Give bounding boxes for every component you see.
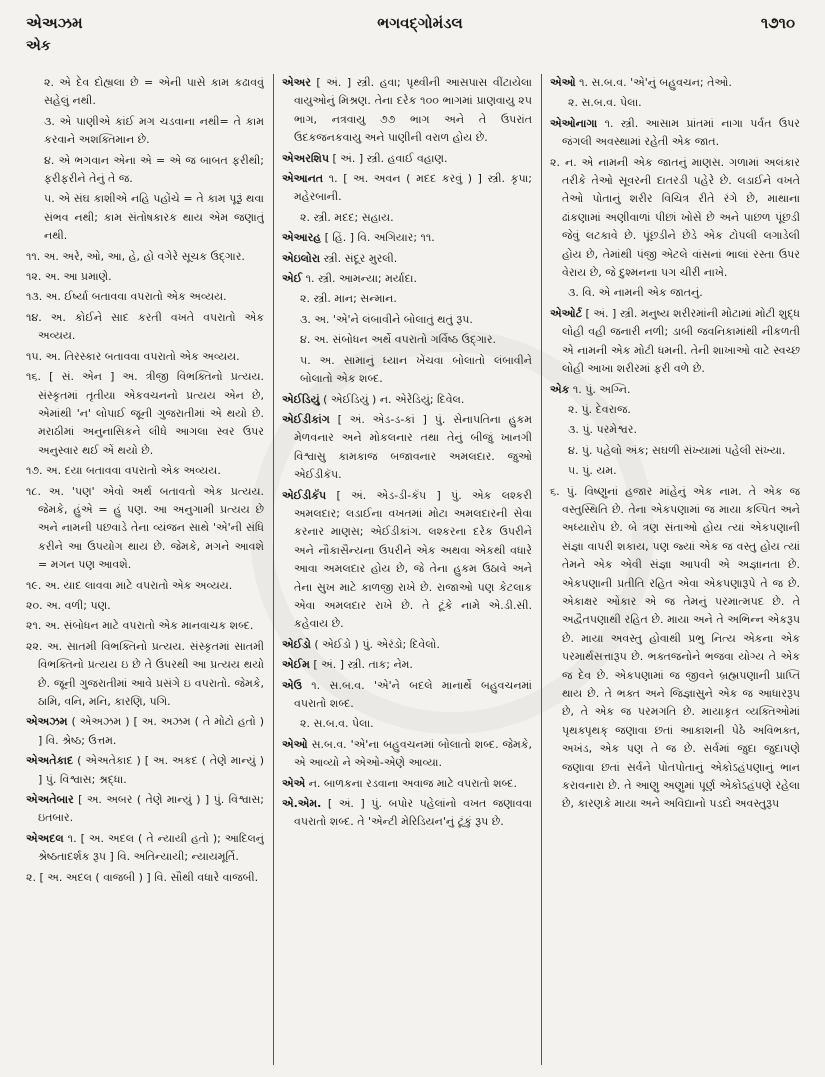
column-divider [273,74,274,1065]
dictionary-entry: ૫. અ. સામાનું ધ્યાન ખેંચવા બોલાતો લંબાવીને બોલાતો એક શબ્દ. [300,353,532,386]
dictionary-entry: એઆરહ [ હિં. ] વિ. અગિયાર; ૧૧. [282,231,435,245]
dictionary-entry: ૪. પું. પહેલો અંક; સઘળી સંખ્યામાં પહેલી સંખ્યા. [568,443,786,457]
dictionary-entry: ૨. એ દેવ દોહ્યલા છે = એની પાસે કામ કઢાવવું સહેલું નથી. [44,76,264,108]
dictionary-entry: ૨૧. અ. સંબોધન માટે વપરાતો એક માનવાચક શબ્દ. [26,619,254,633]
dictionary-entry: ૫. એ સંઘ કાશીએ નહિ પહોંચે = તે કામ પૂરૂં થવા સંભવ નથી; કામ સંતોષકારક થાય એમ જણાતું નથી. [44,192,264,243]
dictionary-entry: ૧૧. અ. અરે, ઓ, આ, હે, હો વગેરે સૂચક ઉદ્ગાર. [26,249,245,263]
dictionary-entry: એઈડીકાંગ [ અં. એડ-ડ-કાં ] પું. સેનાપતિના હુકમ મેળવનાર અને મોકલનાર તથા તેનું બીજું ખાનગી વિશ્વાસુ કામકાજ બજાવનાર અમલદાર. જુઓ એઈડીકૅપ. [282,412,532,482]
dictionary-entry: ૧૪. અ. કોઈને સાદ કરતી વખતે વપરાતો એક અવ્યય. [26,310,264,343]
dictionary-entry: ૧૫. અ. તિરસ્કાર બતાવવા વપરાતો એક અવ્યય. [26,349,240,363]
column-right [550,74,800,1067]
page-header [0,0,825,72]
dictionary-entry: એઓનાગા ૧. સ્ત્રી. આસામ પ્રાંતમાં નાગા પર્વત ઉપર જંગલી અવસ્થામાં રહેતી એક જાત. [550,116,800,149]
dictionary-entry: ૩. વિ. એ નામની એક જાતનું. [568,286,703,300]
dictionary-entry: એઅર [ અં. ] સ્ત્રી. હવા; પૃથ્વીની આસપાસ વીંટાયેલા વાયુઓનું મિશ્રણ. તેના દરેક ૧૦૦ ભાગમાં પ્રાણવાયુ ૨૫ ભાગ, નત્રવાયુ ૭૭ ભાગ અને તે ઉપરાંત ઉદકજનકવાયુ અને પાણીની વરાળ હોય છે. [282,76,532,145]
dictionary-entry: ૨. સ્ત્રી. મદદ; સહાય. [300,210,394,224]
dictionary-entry: ૨. પું. દેવરાજ. [568,402,631,416]
dictionary-entry: એઈડીકૅંપ [ અં. એડ-ડી-કૅંપ ] પું. એક લશ્કરી અમલદાર; લડાઈના વખતમાં મોટા અમલદારની સેવા કરનાર માણસ; એઈડીકાંગ. લશ્કરના દરેક ઉપરીને અને નૌકાસૈન્યના ઉપરીને એક અથવા એકથી વધારે આવા અમલદાર હોય છે, જે તેના હુકમ ઉઠાવે અને તેના સુખ માટે કાળજી રાખે છે. રાજાઓ પણ કેટલાક એવા અમલદાર રાખે છે. તે ટૂંકે નામે એ.ડી.સી. કહેવાય છે. [282,488,532,631]
dictionary-entry: એ.એમ. [ અં. ] પું. બપોર પહેલાંનો વખત જણાવવા વપરાતો શબ્દ. તે 'એન્ટી મેરિડિયન'નું ટૂંકું રૂપ છે. [282,797,532,829]
dictionary-entry: એઅઝમ ( એઅઝમ ) [ અ. અઝમ ( તે મોટો હતો ) ] વિ. શ્રેષ્ઠ; ઉત્તમ. [26,715,264,747]
guide-word-first: એઅઝમ [26,14,83,32]
dictionary-entry: એએ ન. બાળકના રડવાના અવાજ માટે વપરાતો શબ્દ. [282,776,517,790]
dictionary-entry: એઓર્ટ [ અં. ] સ્ત્રી. મનુષ્ય શરીરમાંની મોટામાં મોટી શુદ્ધ લોહી વહી જનારી નળી; ડાબી જવનિકામાંથી નીકળતી એ નામની એક મોટી ધમની. તેની શાખાઓ વાટે સ્વચ્છ લોહી આખા શરીરમાં ફરી વળે છે. [550,306,800,376]
column-divider [541,74,542,1065]
dictionary-entry: એઆનત ૧. [ અ. અવન ( મદદ કરવું ) ] સ્ત્રી. કૃપા; મહેરબાની. [282,172,532,204]
dictionary-entry: ૧૭. અ. દયા બતાવવા વપરાતો એક અવ્યય. [26,464,221,478]
dictionary-entry: એઅદલ ૧. [ અ. અદલ ( તે ન્યાયી હતો ); આદિલનું શ્રેષ્ઠતાદર્શક રૂપ ] વિ. અતિન્યાયી; ન્યાયમૂર્તિ. [26,831,264,864]
dictionary-entry: ૧૮. અ. 'પણ' એવો અર્થ બતાવતો એક પ્રત્યય. જેમકે, હુંએ = હું પણ. આ અનુગામી પ્રત્યય છે અને નામની પછવાડે તેના વ્યંજન સાથે 'એ'ની સંધિ કરીને આ ઉપયોગ થાય છે. જેમકે, મગને આવશે = મગન પણ આવશે. [26,484,264,572]
dictionary-entry: એઅતેબાર [ અ. અબર ( તેણે માન્યું ) ] પું. વિશ્વાસ; ઇતબાર. [26,793,264,825]
dictionary-entry: એઈ ૧. સ્ત્રી. આમન્યા; મર્યાદા. [282,272,417,286]
dictionary-entry: ૨. સ.બ.વ. પેલા. [568,96,642,110]
page-number: ૧૭૧૦ [760,14,795,32]
dictionary-entry: એક ૧. પું. અગ્નિ. [550,382,631,396]
dictionary-entry: ૪. એ ભગવાન એના એ = એ જ બાબત ફરીથી; ફરીફરીને તેનું તે જ. [44,153,264,186]
dictionary-entry: ૩. અ. 'એ'ને લંબાવીને બોલાતું થતું રૂપ. [300,312,473,326]
dictionary-entry: ૨. [ અ. અદલ ( વાજબી ) ] વિ. સૌથી વધારે વાજબી. [26,870,259,884]
dictionary-entry: ૧૯. અ. યાદ લાવવા માટે વપરાતો એક અવ્યય. [26,578,233,592]
dictionary-entry: એઓ ૧. સ.બ.વ. 'એ'નું બહુવચન; તેઓ. [550,76,732,89]
dictionary-entry: એઇલોરા સ્ત્રી. સંદૂર મુરલી. [282,251,398,265]
dictionary-entry: ૪. અ. સંબોધન અર્થે વપરાતો ગર્વિષ્ઠ ઉદ્ગાર. [300,333,497,347]
dictionary-entry: એઓ સ.બ.વ. 'એ'ના બહુવચનમાં બોલાતો શબ્દ. જેમકે, એ આવ્યો ને એઓ-એણે આવ્યા. [282,737,532,770]
dictionary-entry: ૨. ન. એ નામની એક જાતનું માણસ. ગળામાં અલંકાર તરીકે તેઓ સૂવરની દાતરડી પહેરે છે. લડાઈને વખતે તેઓ પોતાનું શરીર વિચિત્ર રીતે રંગે છે, માથાના ઢાંકણામાં અણીવાળાં પીછાં ખોસે છે અને પાછળ પૂંછડી જેવું લટકાવે છે. પૂંછડીને છેડે એક ટોપલી લગાડેલી હોય છે, તેમાંથી પંજી એટલે વાંસનાં ભાલાં રસ્તા ઉપર વેરાય છે, જે દુશ્મનના પગ ચીરી નાખે. [550,155,800,280]
dictionary-entry: એઈડો ( એઈડો ) પું. એરંડો; દિવેલો. [282,637,440,651]
column-left [26,74,264,1067]
dictionary-entry: ૨૨. અ. સાતમી વિભક્તિનો પ્રત્યય. સંસ્કૃતમાં સાતમી વિભક્તિનો પ્રત્યય ઇ છે તે ઉપરથી આ પ્રત્યય થયો છે. જૂની ગુજરાતીમાં આવે પ્રસંગે ઇ વપરાતો. જેમકે, ઠામિ, વનિ, મનિ, કારણિ, પગિ. [26,639,264,708]
dictionary-entry: ૨. સ્ત્રી. માન; સન્માન. [300,292,397,306]
dictionary-entry: ૧૩. અ. ઈર્ષ્યા બતાવવા વપરાતો એક અવ્યય. [26,290,227,304]
dictionary-entry: ૩. એ પાણીએ કાંઈ મગ ચડવાના નથી= તે કામ કરવાને અશક્તિમાન છે. [44,114,264,147]
guide-word-second: એક [26,38,51,54]
dictionary-entry: ૨. સ.બ.વ. પેલા. [300,717,374,731]
column-middle [282,74,532,1067]
dictionary-entry: ૬. પું. વિષ્ણુનાં હજાર માંહેનું એક નામ. તે એક જ વસ્તુસ્થિતિ છે. તેના એકપણામાં જ માયા કલ્પિત અને અધ્યારોપ છે. બે ત્રણ સંતાઓ હોય ત્યાં એકપણાની સંજ્ઞા વાપરી શકાય, પણ જ્યાં એક જ વસ્તુ હોય ત્યાં તેમને એક એવી સંજ્ઞા આપવી એ અજ્ઞાનતા છે. એકપણાની પ્રતીતિ રહિત એવા એકપણારૂપે તે જ છે. એકાક્ષર ઓંકાર એ જ તેમનું પરમાત્મપદ છે. તે અદ્વૈતપણાથી રહિત છે. માયા અને તે અભિન્ન એકરૂપ છે. માયા અવસ્તુ હોવાથી પ્રભુ નિત્ય એકના એક પરમાર્થસત્તારૂપ છે. ભક્તજનોને ભજવા યોગ્ય તે એક જ દેવ છે. એકપણામાં જ જીવને બ્રહ્મપણાની પ્રાપ્તિ થાય છે. તે ભક્ત અને જિજ્ઞાસુને એક જ આધારરૂપ છે, તે એક જ પરમગતિ છે. માયાકૃત વ્યક્તિઓમાં પૃથક્પૃથક્ જણાવા છતાં આકાશની પેઠે અવિભક્ત, અખંડ, એક પણ તે જ છે. સર્વમાં જુદા જુદાપણે જણાવા છતાં સર્વને પોતપોતાનું એકોઽહંપણાનું ભાન કરાવનારા છે. તે આણુ અણુમાં પૂર્ણ એકોઽહંપણે રહેલા છે, કારણકે માયા અને અવિદ્યાનો પડદો અવસ્તુરૂપ [550,484,800,811]
dictionary-title: ભગવદ્ગોમંડલ [377,14,463,32]
dictionary-entry: એઅતેકાદ ( એઅતેકાદ ) [ અ. અકદ ( તેણે માન્યું ) ] પું. વિશ્વાસ; શ્રદ્ધા. [26,754,264,786]
dictionary-entry: ૫. પું. યમ. [568,464,617,478]
dictionary-entry: ૧૬. [ સં. એન ] અ. ત્રીજી વિભક્તિનો પ્રત્યય. સંસ્કૃતમાં તૃતીયા એકવચનનો પ્રત્યય એન છે, એમાંથી 'ન' લોપાઈ જૂની ગુજરાતીમાં એ થયો છે. મરાઠીમાં અનુનાસિકને લીધે આગલા સ્વર ઉપર અનુસ્વાર થઈ એં થયો છે. [26,370,264,457]
dictionary-entry: એઈમ [ અં. ] સ્ત્રી. તાક; નેમ. [282,658,413,672]
dictionary-entry: એઉ ૧. સ.બ.વ. 'એ'ને બદલે માનાર્થે બહુવચનમાં વપરાતો શબ્દ. [282,678,532,710]
dictionary-entry: ૧૨. અ. આ પ્રમાણે. [26,270,112,284]
dictionary-entry: ૨૦. અ. વળી; પણ. [26,598,111,612]
dictionary-entry: એઅરશિપ [ અં. ] સ્ત્રી. હવાઈ વહાણ. [282,151,448,165]
dictionary-entry: ૩. પું. પરમેશ્વર. [568,423,637,437]
dictionary-entry: એઈડિયું ( એઈડિયું ) ન. એરેડિયું; દિવેલ. [282,392,465,406]
